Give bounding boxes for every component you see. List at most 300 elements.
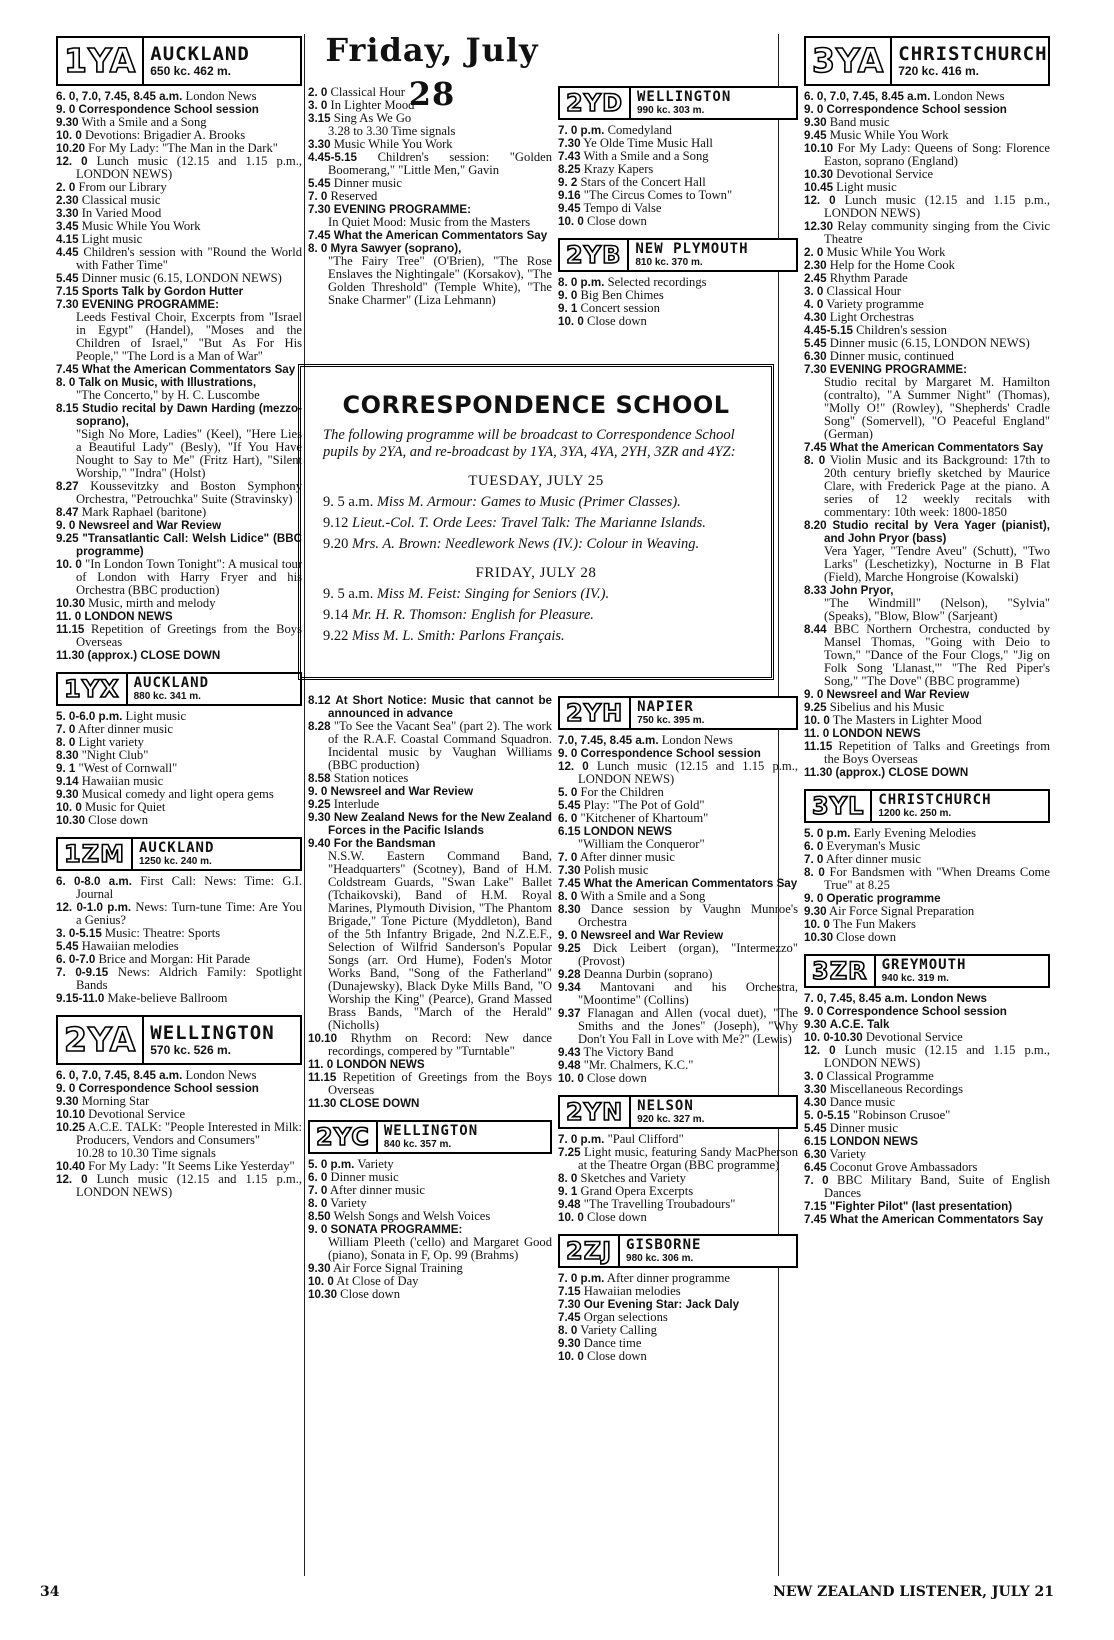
programme-title: Selected recordings: [607, 275, 707, 289]
programme-time: 9.25: [804, 701, 827, 714]
station-banner: [56, 837, 302, 871]
programme-time: 3.30: [56, 207, 79, 220]
programme-title: Sing As We Go: [333, 111, 412, 125]
programme-time: 10.30: [804, 168, 834, 181]
programme-title: Music While You Work: [829, 128, 949, 142]
programme-title: Miscellaneous Recordings: [829, 1082, 963, 1096]
programme-title: BBC Military Band, Suite of English Dances: [824, 1173, 1050, 1200]
programme-item: [804, 1122, 1050, 1135]
programme-time: 7.15: [558, 1285, 581, 1298]
programme-title: "Night Club": [81, 748, 149, 762]
programme-time: 3. 0: [804, 285, 824, 298]
programme-title: Classical Programme: [826, 1069, 934, 1083]
station-2yn: [558, 1095, 798, 1224]
programme-time: 11.30: [804, 766, 833, 779]
programme-time: 7.43: [558, 150, 581, 163]
programme-title: Reserved: [330, 189, 378, 203]
programme-item: [308, 1032, 552, 1058]
programme-item: [804, 1005, 1050, 1018]
programme-title: "Robinson Crusoe": [852, 1108, 951, 1122]
programme-title: Stars of the Concert Hall: [580, 175, 706, 189]
programme-detail: "Sigh No More, Ladies" (Keel), "Here Lies a Beautiful Lady" (Besly), "If You Have Nought to Say to Me" (Fritz Hart), "Silent Worship," "Indra" (Holst): [76, 427, 302, 480]
programme-title: London News: [185, 89, 257, 103]
programme-title: Repetition of Greetings from the Boys Overseas: [328, 1070, 552, 1097]
programme-item: [308, 694, 552, 720]
programme-title: For My Lady: "It Seems Like Yesterday": [88, 1159, 295, 1173]
station-meta: [631, 698, 704, 728]
programme-time: 9.30: [308, 1262, 331, 1275]
programme-title: Correspondence School session: [78, 103, 259, 116]
programme-time: 9.30: [56, 1095, 79, 1108]
station-call-sign: 2YB: [560, 240, 629, 270]
programme-title: In Varied Mood: [81, 206, 162, 220]
programme-item: [56, 480, 302, 506]
programme-title: For Bandsmen with "When Dreams Come True" at 8.25: [824, 865, 1050, 892]
programme-time: 12. 0: [56, 1173, 88, 1186]
programme-time: 8. 0: [308, 1197, 328, 1210]
programme-item: [308, 229, 552, 242]
station-frequency: 840 kc. 357 m.: [383, 1138, 452, 1150]
programme-title: Correspondence School session: [78, 1082, 259, 1095]
programme-item: [56, 1121, 302, 1147]
programme-time: 10.45: [804, 181, 834, 194]
programme-title: Music While You Work: [333, 137, 453, 151]
correspondence-lesson: Lieut.-Col. T. Orde Lees: Travel Talk: The Marianne Islands.: [352, 515, 706, 531]
programme-time: 9.30: [558, 1337, 581, 1350]
station-1yx: [56, 672, 302, 827]
programme-time: 8.15: [56, 402, 79, 415]
programme-item: [56, 363, 302, 376]
programme-time: 12.30: [804, 220, 834, 233]
programme-item: [804, 1174, 1050, 1200]
programme-item: [56, 814, 302, 827]
programme-title: "The Circus Comes to Town": [583, 188, 733, 202]
programme-item: [308, 1071, 552, 1097]
programme-time: 2.30: [56, 194, 79, 207]
programme-title: CLOSE DOWN: [339, 1097, 420, 1110]
programme-time: 9.30: [308, 811, 331, 824]
programme-time: 8.30: [56, 749, 79, 762]
programme-title: Concert session: [580, 301, 660, 315]
station-city: CHRISTCHURCH: [898, 43, 1048, 65]
station-call-sign: 3ZR: [806, 956, 876, 986]
programme-time: 10.30: [56, 597, 86, 610]
programme-time: 8.30: [558, 903, 581, 916]
programme-item: [558, 981, 798, 1007]
programme-time: 3. 0: [308, 99, 328, 112]
correspondence-intro: The following programme will be broadcast to Correspondence School pupils by 2YA, and re-broadcast by 1YA, 3YA, 4YA, 2YH, 3ZR and 4YZ:: [323, 427, 736, 460]
programme-time: 9. 0: [558, 289, 578, 302]
programme-item: [56, 272, 302, 285]
programme-title: Krazy Kapers: [583, 162, 654, 176]
programme-time: 12. 0: [804, 194, 836, 207]
station-banner: [804, 789, 1050, 823]
programme-time: 9. 0: [558, 929, 578, 942]
programme-title: With a Smile and a Song: [81, 115, 207, 129]
programme-item: [308, 1288, 552, 1301]
programme-detail: "William the Conqueror": [578, 837, 705, 851]
correspondence-lesson: Miss M. L. Smith: Parlons Français.: [352, 628, 565, 644]
programme-item: [804, 931, 1050, 944]
programme-time: 5.45: [308, 177, 331, 190]
programme-time: 7.15: [56, 285, 79, 298]
programme-title: From our Library: [78, 180, 167, 194]
station-meta: [128, 674, 209, 704]
programme-title: "Kitchener of Khartoum": [580, 811, 709, 825]
programme-time: 8.25: [558, 163, 581, 176]
station-frequency: 750 kc. 395 m.: [637, 714, 705, 726]
programme-item: [56, 285, 302, 298]
programme-item: [56, 155, 302, 181]
programme-title: Operatic programme: [826, 892, 941, 905]
programme-title: Devotional Service: [836, 167, 934, 181]
programme-title: LONDON NEWS: [336, 1058, 425, 1071]
programme-time: 8. 0: [804, 866, 825, 879]
programme-time: 9.30: [804, 905, 827, 918]
programme-title: Music While You Work: [81, 219, 201, 233]
programme-time: 9.30: [804, 116, 827, 129]
programme-title: Variety programme: [826, 297, 924, 311]
programme-title: Close down: [836, 930, 896, 944]
programme-time: 5. 0 p.m.: [308, 1158, 355, 1171]
programme-time: 6. 0: [308, 1171, 328, 1184]
programme-time: 10.10: [804, 142, 834, 155]
station-meta: [144, 1017, 274, 1063]
programme-title: Sports Talk by Gordon Hutter: [81, 285, 244, 298]
programme-title: With a Smile and a Song: [583, 149, 709, 163]
programme-title: Correspondence School session: [826, 1005, 1007, 1018]
programme-time: 7.30: [56, 298, 79, 311]
programme-time: 9.25: [308, 798, 331, 811]
programme-time: 8. 0: [804, 454, 826, 467]
programme-time: 9.16: [558, 189, 581, 202]
programme-item: [56, 1173, 302, 1199]
station-city: NELSON: [637, 1097, 694, 1114]
programme-title: News: Turn-tune Time: Are You a Genius?: [76, 900, 302, 927]
programme-time: 10.25: [56, 1121, 86, 1134]
programme-item: [804, 766, 1050, 779]
programme-time: 11. 0: [308, 1058, 334, 1071]
programme-title: LONDON NEWS: [583, 825, 672, 838]
programme-time: 7.45: [804, 1213, 827, 1226]
station-call-sign: 3YA: [806, 38, 892, 84]
programme-item: [804, 220, 1050, 246]
correspondence-title: CORRESPONDENCE SCHOOL: [342, 391, 730, 419]
programme-title: Band music: [829, 115, 890, 129]
programme-list: [558, 734, 798, 1085]
programme-item: [56, 623, 302, 649]
programme-title: Lunch music (12.15 and 1.15 p.m., LONDON NEWS): [578, 759, 798, 786]
programme-item: [558, 1072, 798, 1085]
station-frequency: 990 kc. 303 m.: [637, 104, 705, 116]
programme-time: 5.45: [804, 337, 827, 350]
programme-time: 10. 0: [558, 315, 584, 328]
programme-title: Newsreel and War Review: [580, 929, 724, 942]
programme-title: Children's session with "Round the World with Father Time": [76, 245, 302, 272]
programme-title: Newsreel and War Review: [826, 688, 970, 701]
station-city: WELLINGTON: [383, 1122, 479, 1139]
station-city: AUCKLAND: [138, 839, 215, 856]
programme-time: 7. 0 p.m.: [558, 1133, 605, 1146]
programme-title: Flanagan and Allen (vocal duet), "The Smiths and the Jones" (Joseph), "Why Don't You Fall in Love with Me?" (Lewis): [578, 1006, 798, 1046]
correspondence-lesson: Mrs. A. Brown: Needlework News (IV.): Colour in Weaving.: [352, 536, 700, 552]
programme-time: 9. 1: [558, 302, 578, 315]
programme-list: [558, 124, 798, 228]
programme-item: [804, 142, 1050, 168]
programme-time: 10. 0: [558, 215, 584, 228]
programme-title: Lunch music (12.15 and 1.15 p.m., LONDON NEWS): [76, 154, 302, 181]
station-banner: [558, 1234, 798, 1268]
station-1ya: [56, 36, 302, 662]
station-city: AUCKLAND: [133, 674, 210, 691]
programme-title: Deanna Durbin (soprano): [583, 967, 713, 981]
programme-time: 7.30: [558, 1298, 581, 1311]
station-2yc: [308, 1120, 552, 1301]
station-banner: [558, 696, 798, 730]
programme-time: 6. 0: [804, 840, 824, 853]
programme-time: 7.30: [558, 137, 581, 150]
programme-time: 9. 1: [56, 762, 76, 775]
programme-time: 10.10: [56, 1108, 86, 1121]
correspondence-item: [323, 586, 749, 603]
programme-title: Hawaiian melodies: [583, 1284, 681, 1298]
station-meta: [872, 791, 991, 821]
programme-time: 10. 0-10.30: [804, 1031, 863, 1044]
correspondence-time: 9.12: [323, 515, 349, 531]
programme-time: 7. 0-9.15: [56, 966, 109, 979]
page-number: 34: [40, 1584, 60, 1600]
programme-title: Relay community singing from the Civic Theatre: [824, 219, 1050, 246]
programme-item: [308, 720, 552, 772]
programme-list: [56, 710, 302, 827]
programme-item: [308, 798, 552, 811]
correspondence-day-1: TUESDAY, JULY 25: [468, 473, 604, 489]
station-3yl: [804, 789, 1050, 944]
programme-title: "Transatlantic Call: Welsh Lidice" (BBC programme): [76, 532, 302, 558]
programme-time: 10.30: [56, 814, 86, 827]
station-banner: [558, 238, 798, 272]
programme-item: [308, 151, 552, 177]
programme-time: 7.30: [558, 864, 581, 877]
station-city: GREYMOUTH: [881, 956, 967, 973]
programme-title: Make-believe Ballroom: [107, 991, 228, 1005]
programme-item: [56, 519, 302, 532]
programme-title: John Pryor,: [829, 584, 894, 597]
programme-item: [558, 812, 798, 825]
programme-item: [308, 190, 552, 203]
programme-title: "In London Town Tonight": A musical tour of London with Harry Fryer and his Orchestra (BBC production): [76, 557, 302, 597]
programme-title: Light music: [125, 709, 187, 723]
programme-title: Talk on Music, with Illustrations,: [78, 376, 257, 389]
programme-title: Dinner music (6.15, LONDON NEWS): [829, 336, 1030, 350]
programme-item: [804, 519, 1050, 545]
programme-item: [56, 506, 302, 519]
programme-item: [56, 558, 302, 597]
programme-title: Close down: [586, 1349, 647, 1363]
programme-time: 7.45: [308, 229, 331, 242]
programme-list: [558, 1272, 798, 1363]
station-2yb: [558, 238, 798, 328]
programme-title: Dinner music: [829, 1121, 898, 1135]
programme-detail: Vera Yager, "Tendre Aveu" (Schutt), "Two Larks" (Leschetizky), Nocturne in B Flat (Field), Marche Hongroise (Kowalski): [824, 544, 1050, 584]
programme-title: Myra Sawyer (soprano),: [330, 242, 462, 255]
programme-list: [558, 276, 798, 328]
programme-time: 7.45: [558, 1311, 581, 1324]
programme-title: Dance session by Vaughn Munroe's Orchestra: [578, 902, 798, 929]
station-call-sign: 2YN: [560, 1097, 631, 1127]
page-footer: [40, 1584, 1054, 1600]
correspondence-item: [323, 515, 749, 532]
programme-time: 8.47: [56, 506, 79, 519]
correspondence-item: [323, 536, 749, 553]
station-banner: [308, 1120, 552, 1154]
station-3zr: [804, 954, 1050, 1226]
programme-time: 10. 0: [56, 558, 82, 571]
programme-time: 8. 0: [558, 1172, 578, 1185]
correspondence-item: [323, 494, 749, 511]
correspondence-school-box: [298, 364, 774, 680]
programme-title: Station notices: [333, 771, 409, 785]
programme-title: Studio recital by Vera Yager (pianist), and John Pryor (bass): [824, 519, 1050, 545]
station-city: WELLINGTON: [637, 88, 732, 105]
programme-title: Comedyland: [607, 123, 672, 137]
programme-time: 2.45: [804, 272, 827, 285]
programme-item: [56, 246, 302, 272]
programme-title: Dinner music: [333, 176, 402, 190]
programme-title: (approx.) CLOSE DOWN: [87, 649, 221, 662]
programme-title: "To See the Vacant Sea" (part 2). The work of the R.A.F. Coastal Command Squadron. Incidental music by Vaughan Williams (BBC production): [328, 719, 552, 772]
programme-time: 6. 0, 7.0, 7.45, 8.45 a.m.: [804, 90, 931, 103]
programme-title: Repetition of Greetings from the Boys Overseas: [76, 622, 302, 649]
programme-detail: "The Fairy Tree" (O'Brien), "The Rose Enslaves the Nightingale" (Korsakov), "The Golden Threshold" (Temple White), "The Snake Charmer" (Liza Lehmann): [328, 254, 552, 307]
programme-time: 9. 0: [804, 892, 824, 905]
station-3ya: [804, 36, 1050, 779]
programme-time: 10.10: [308, 1032, 338, 1045]
programme-title: Dance music: [829, 1095, 896, 1109]
programme-time: 7. 0: [804, 853, 824, 866]
programme-time: 12. 0: [804, 1044, 836, 1057]
programme-title: Classical music: [81, 193, 161, 207]
station-frequency: 570 kc. 526 m.: [150, 1043, 231, 1057]
station-2zj: [558, 1234, 798, 1363]
programme-time: 5. 0: [558, 786, 578, 799]
2ya-continuation-list: [308, 86, 552, 307]
station-city: CHRISTCHURCH: [878, 791, 992, 808]
programme-item: [56, 875, 302, 901]
programme-time: 7.30: [804, 363, 827, 376]
programme-time: 10. 0: [308, 1275, 334, 1288]
programme-detail: "The Concerto," by H. C. Luscombe: [76, 388, 260, 402]
programme-title: Sketches and Variety: [580, 1171, 686, 1185]
programme-time: 9.30: [56, 788, 79, 801]
programme-time: 7.45: [56, 363, 79, 376]
programme-time: 6.45: [804, 1161, 827, 1174]
programme-time: 9. 0: [804, 688, 824, 701]
programme-time: 9.40: [308, 837, 331, 850]
programme-title: Everyman's Music: [826, 839, 921, 853]
programme-time: 9.45: [558, 202, 581, 215]
programme-time: 9.43: [558, 1046, 581, 1059]
programme-title: Musical comedy and light opera gems: [81, 787, 274, 801]
programme-time: 3.15: [308, 112, 331, 125]
programme-time: 6.30: [804, 1148, 827, 1161]
publication-line: NEW ZEALAND LISTENER, JULY 21: [773, 1584, 1054, 1600]
programme-detail: 10.28 to 10.30 Time signals: [76, 1146, 216, 1160]
correspondence-time: 9.14: [323, 607, 349, 623]
programme-time: 7. 0, 7.45, 8.45 a.m.: [804, 992, 908, 1005]
programme-time: 2. 0: [804, 246, 824, 259]
programme-item: [558, 1146, 798, 1172]
programme-title: (approx.) CLOSE DOWN: [835, 766, 969, 779]
programme-time: 8.33: [804, 584, 827, 597]
programme-time: 11. 0: [56, 610, 82, 623]
programme-title: What the American Commentators Say: [583, 877, 798, 890]
programme-item: [308, 1097, 552, 1110]
programme-time: 11. 0: [804, 727, 830, 740]
programme-time: 7.45: [804, 441, 827, 454]
station-call-sign: 2YH: [560, 698, 631, 728]
programme-title: Close down: [88, 813, 148, 827]
programme-title: Variety: [357, 1157, 394, 1171]
programme-title: "The Travelling Troubadours": [583, 1197, 736, 1211]
programme-time: 9. 2: [558, 176, 578, 189]
programme-title: Mark Raphael (baritone): [81, 505, 207, 519]
programme-time: 5.45: [558, 799, 581, 812]
programme-title: Dance time: [583, 1336, 642, 1350]
programme-time: 7.30: [308, 203, 331, 216]
programme-time: 3.30: [804, 1083, 827, 1096]
programme-title: Welsh Songs and Welsh Voices: [333, 1209, 491, 1223]
station-frequency: 880 kc. 341 m.: [133, 690, 201, 702]
programme-time: 8.58: [308, 772, 331, 785]
programme-title: A.C.E. Talk: [829, 1018, 890, 1031]
station-frequency: 650 kc. 462 m.: [150, 64, 231, 78]
programme-title: Organ selections: [583, 1310, 668, 1324]
programme-title: After dinner music: [77, 722, 173, 736]
programme-title: News: Aldrich Family: Spotlight Bands: [76, 965, 302, 992]
programme-title: After dinner music: [329, 1183, 425, 1197]
programme-time: 5.45: [804, 1122, 827, 1135]
programme-time: 8. 0: [558, 890, 578, 903]
programme-time: 6.15: [804, 1135, 827, 1148]
programme-title: Devotional Service: [865, 1030, 963, 1044]
programme-time: 10. 0: [56, 801, 82, 814]
station-meta: [629, 240, 748, 270]
programme-title: Close down: [586, 1071, 647, 1085]
station-frequency: 810 kc. 370 m.: [635, 256, 703, 268]
programme-item: [558, 760, 798, 786]
programme-time: 4.45-5.15: [804, 324, 853, 337]
programme-time: 3.45: [56, 220, 79, 233]
station-frequency: 1250 kc. 240 m.: [138, 855, 212, 867]
programme-time: 5.45: [56, 272, 79, 285]
station-frequency: 720 kc. 416 m.: [898, 64, 979, 78]
programme-item: [804, 866, 1050, 892]
programme-list: [56, 875, 302, 1005]
programme-item: [558, 734, 798, 747]
programme-item: [558, 315, 798, 328]
programme-title: The Fun Makers: [832, 917, 916, 931]
programme-item: [804, 454, 1050, 519]
station-banner: [56, 36, 302, 86]
programme-time: 6. 0-7.0: [56, 953, 96, 966]
programme-title: LONDON NEWS: [829, 1135, 918, 1148]
programme-title: For the Children: [580, 785, 664, 799]
station-city: NEW PLYMOUTH: [635, 240, 749, 257]
programme-title: Correspondence School session: [580, 747, 761, 760]
station-meta: [620, 1236, 701, 1266]
programme-time: 8.27: [56, 480, 79, 493]
